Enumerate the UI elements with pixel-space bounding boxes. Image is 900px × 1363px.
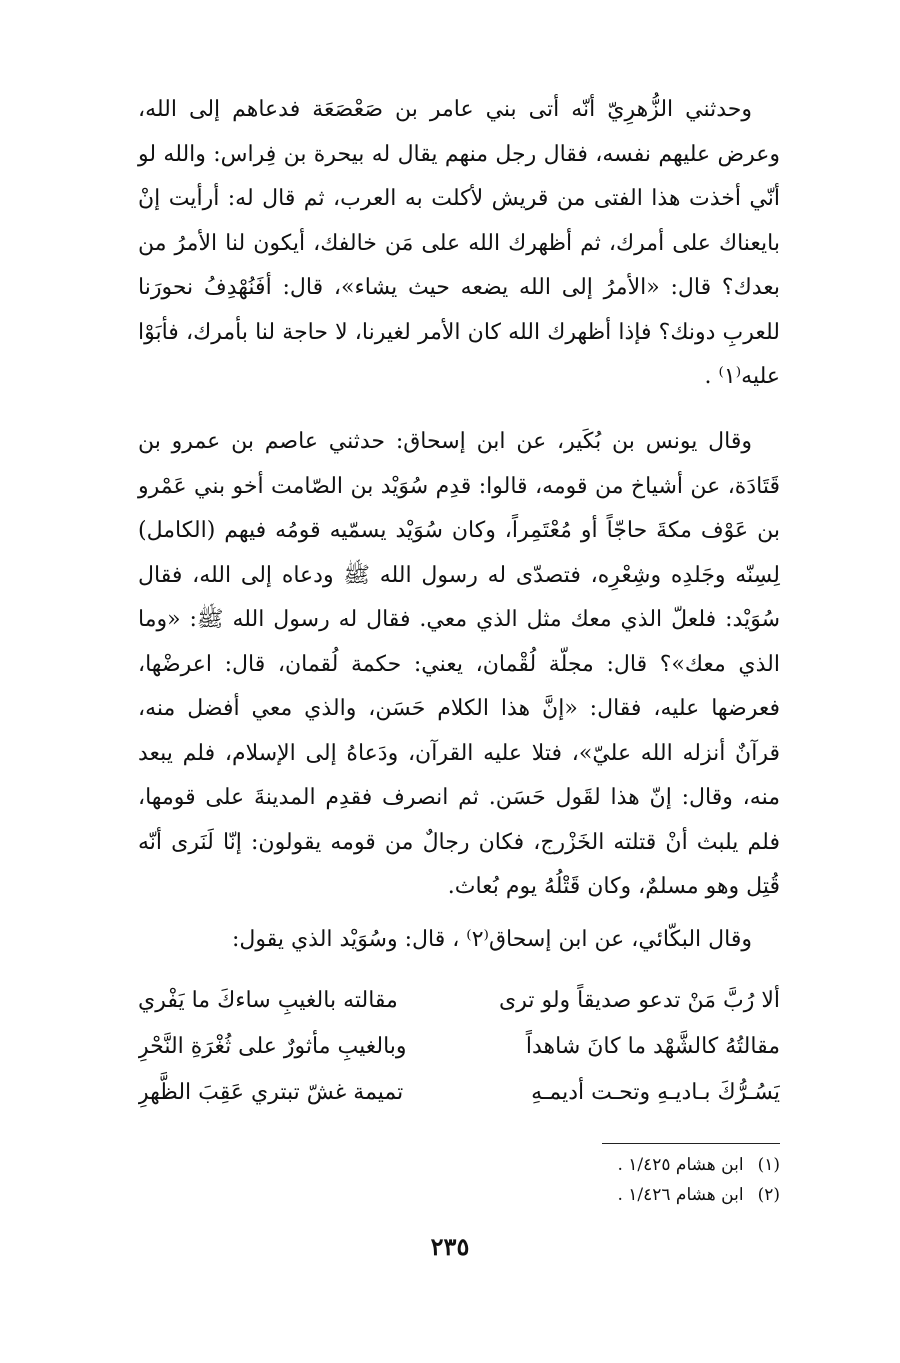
verse-first-hemistich: ألا رُبَّ مَنْ تدعو صديقاً ولو ترى (498, 988, 780, 1013)
verse-second-hemistich: مقالته بالغيبِ ساءكَ ما يَفْري (138, 988, 398, 1013)
paragraph-zuhri-bani-amir: وحدثني الزُّهرِيّ أنّه أتى بني عامر بن صَعْصَعَة فدعاهم إلى الله، وعرض عليهم نفسه، فقال رجل منهم يقال له بيحرة بن فِراس: والله لو أنّي أخذت هذا الفتى من قريش لأكلت به العرب، ثم قال له: أرأيت إنْ بايعناك على أمرك، ثم أظهرك الله على مَن خالفك، أيكون لنا الأمرُ من بعدك؟ قال: «الأمرُ إلى الله يضعه حيث يشاء»، قال: أفَنُهْدِفُ نحورَنا للعربِ دونك؟ فإذا أظهرك الله كان الأمر لغيرنا، لا حاجة لنا بأمرك، فأبَوْا عليه⁽١⁾ . (138, 97, 780, 389)
verse-line (138, 978, 780, 1024)
paragraph-poem-intro: وقال البكّائي، عن ابن إسحاق⁽٢⁾ ، قال: وسُوَيْد الذي يقول: (231, 927, 752, 952)
footnote-marker: (١) (757, 1155, 780, 1175)
footnote-item (380, 1180, 780, 1210)
verse-second-hemistich: تميمة غشّ تبتري عَقِبَ الظَّهرِ (138, 1080, 404, 1105)
verse-first-hemistich: يَسُـرُّكَ بـاديـهِ وتحـت أديمـهِ (531, 1080, 780, 1105)
paragraph-suwayd-ibn-samit: وقال يونس بن بُكَير، عن ابن إسحاق: حدثني عاصم بن عمرو بن قَتَادَة، عن أشياخ من قومه، قالوا: قدِم سُوَيْد بن الصّامت أخو بني عَمْرو بن عَوْف مكةَ حاجّاً أو مُعْتَمِراً، وكان سُوَيْد يسمّيه قومُه فيهم (الكامل) لِسِنّه وجَلدِه وشِعْرِه، فتصدّى له رسول الله ﷺ ودعاه إلى الله، فقال سُوَيْد: فلعلّ الذي معك مثل الذي معي. فقال له رسول الله ﷺ: «وما الذي معك»؟ قال: مجلّة لُقْمان، يعني: حكمة لُقمان، قال: اعرضْها، فعرضها عليه، فقال: «إنَّ هذا الكلام حَسَن، والذي معي أفضل منه، قرآنٌ أنزله الله عليّ»، فتلا عليه القرآن، ودَعاهُ إلى الإسلام، فلم يبعد منه، وقال: إنّ هذا لقَول حَسَن. ثم انصرف فقدِم المدينةَ على قومها، فلم يلبث أنْ قتلته الخَزْرج، فكان رجالٌ من قومه يقولون: إنّا لَنَرى أنّه قُتِل وهو مسلمٌ، وكان قَتْلُهُ يوم بُعاث. (138, 429, 780, 899)
verse-line (138, 1024, 780, 1070)
footnote-text: ابن هشام ١/٤٢٥ . (617, 1155, 744, 1175)
footnotes (380, 1150, 780, 1210)
verse-second-hemistich: وبالغيبِ مأثورٌ على ثُغْرَةِ النَّحْرِ (138, 1034, 407, 1059)
footnote-marker: (٢) (757, 1185, 780, 1205)
page-number: ٢٣٥ (430, 1232, 470, 1261)
footnote-text: ابن هشام ١/٤٢٦ . (617, 1185, 744, 1205)
verse-line (138, 1070, 780, 1116)
footnote-divider (602, 1143, 780, 1144)
verse-first-hemistich: مقالتُهُ كالشَّهْد ما كانَ شاهداً (525, 1034, 780, 1059)
footnote-item (380, 1150, 780, 1180)
poem-verses (138, 978, 780, 1116)
